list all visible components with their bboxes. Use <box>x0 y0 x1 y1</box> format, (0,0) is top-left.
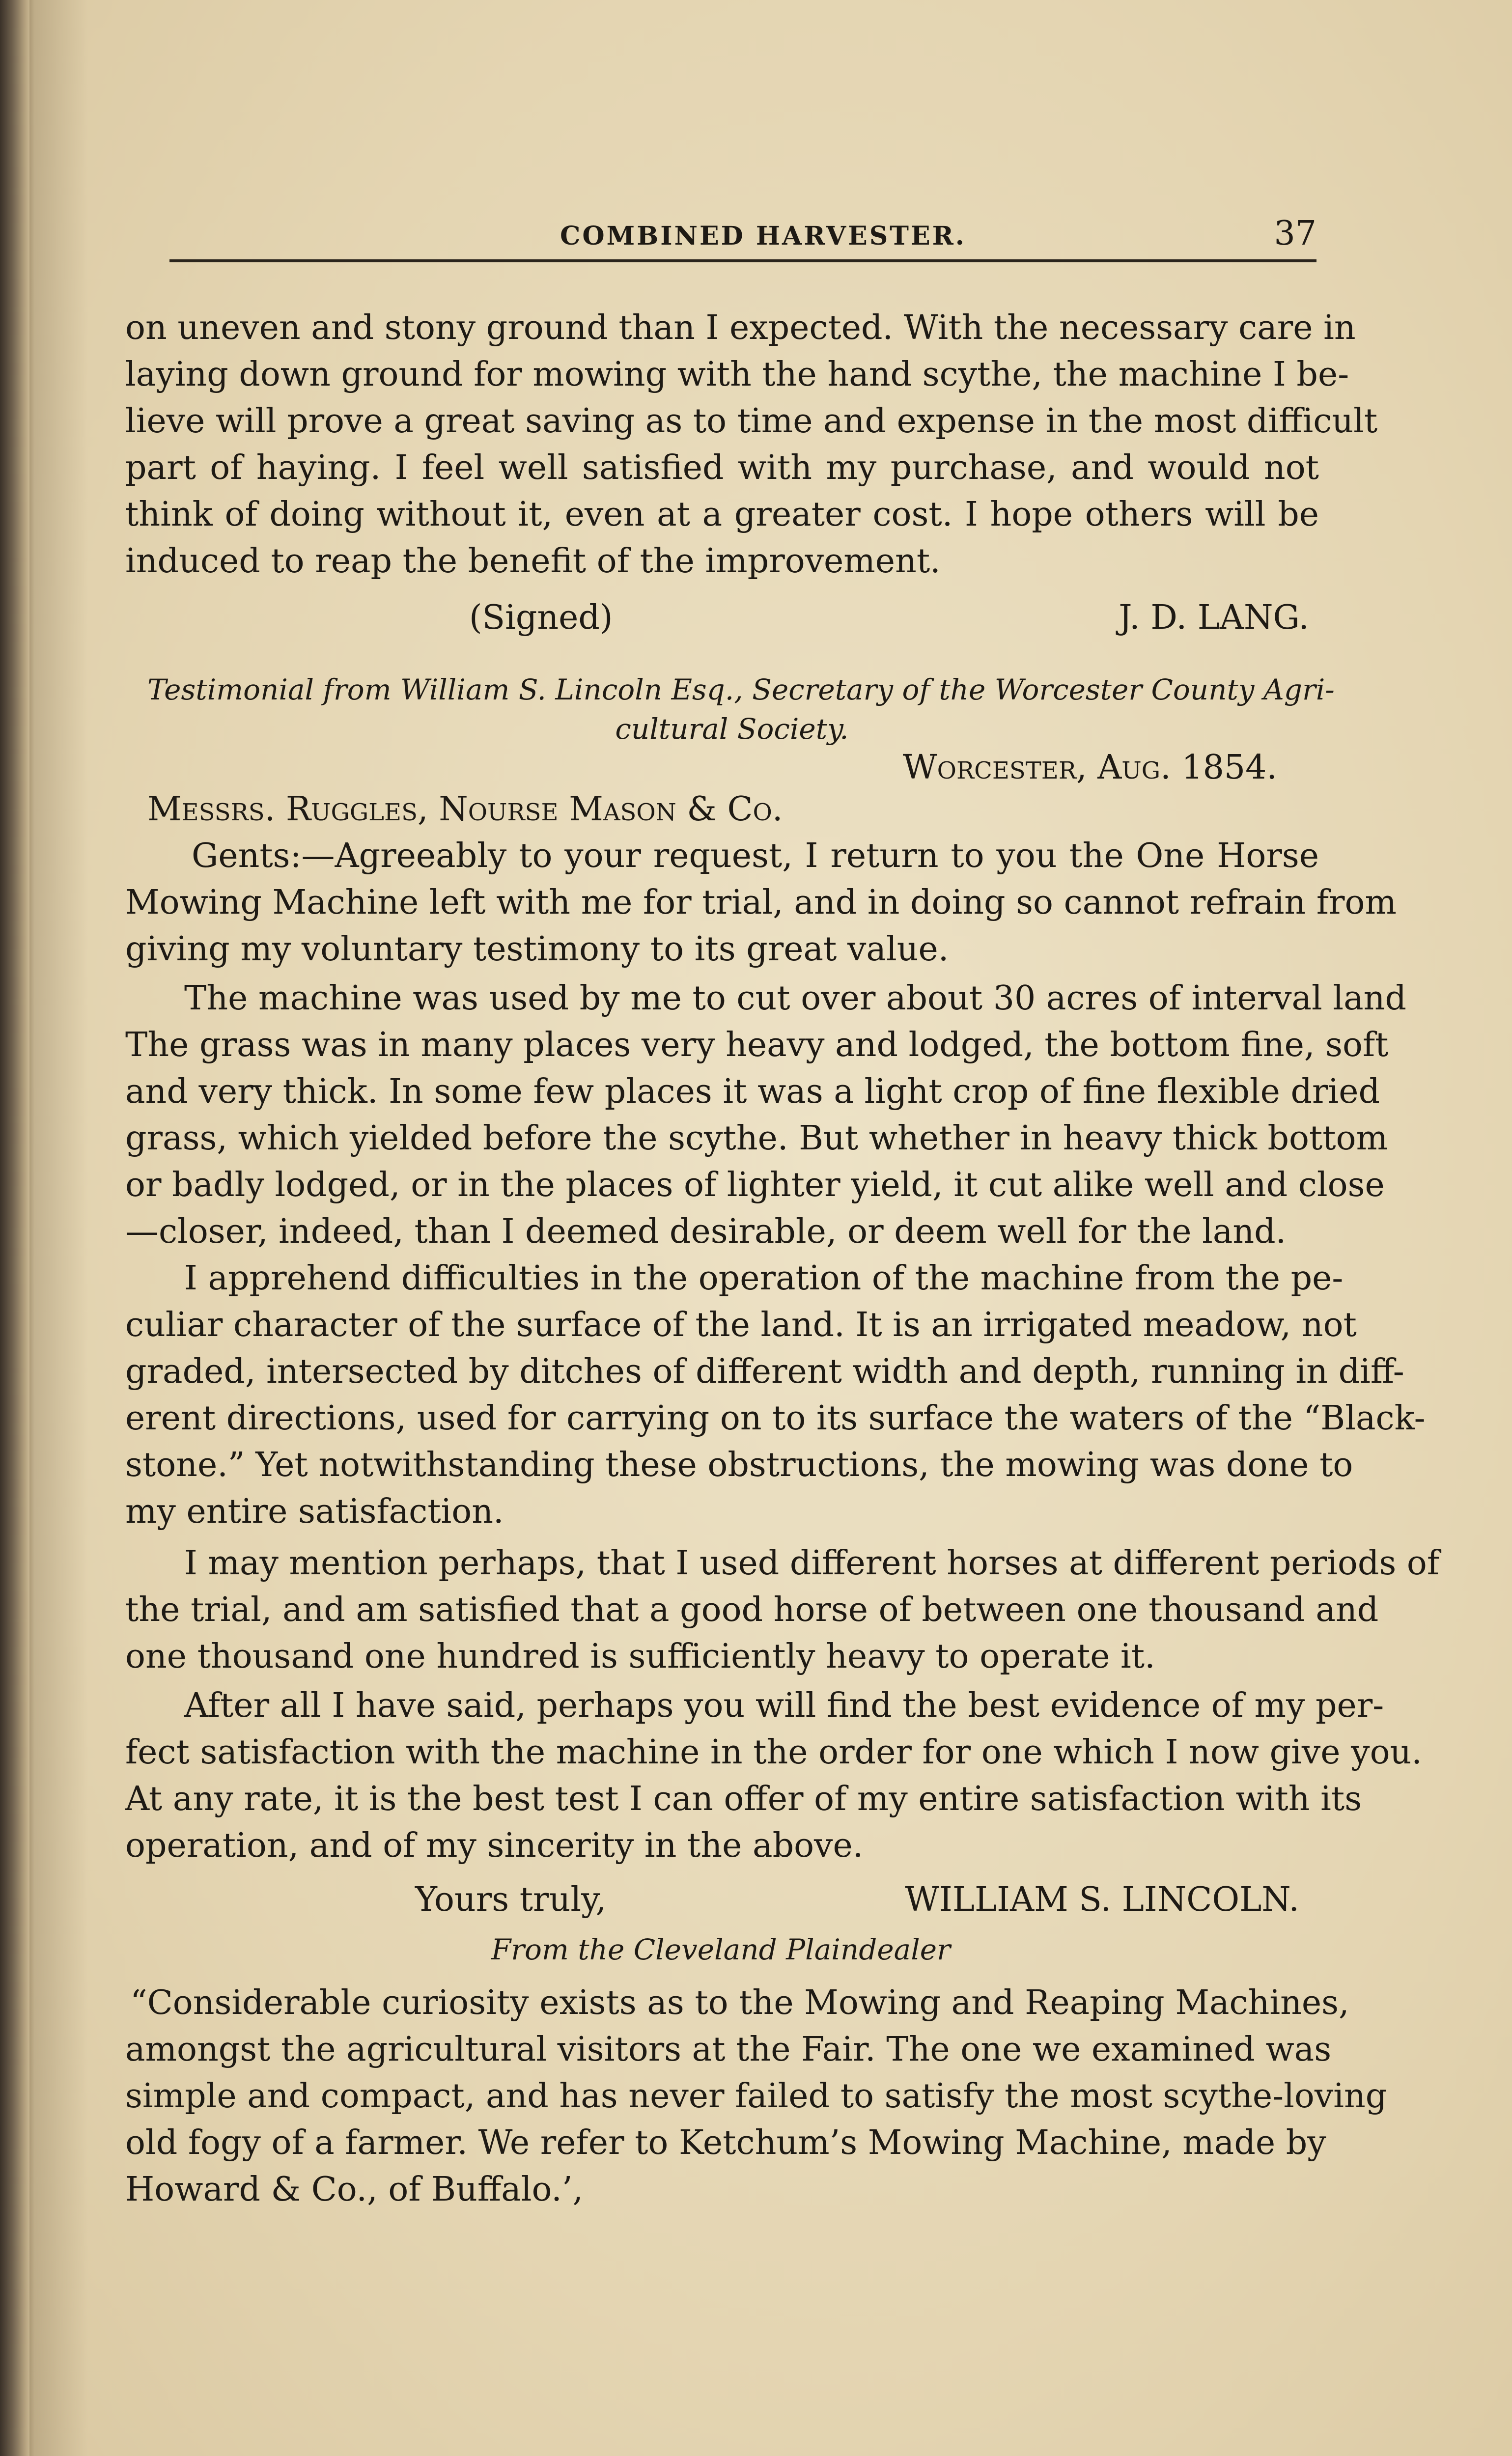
header-rule <box>169 259 1316 262</box>
text-line: After all I have said, perhaps you will find the best evidence of my per- <box>184 1686 1384 1725</box>
page-header <box>167 211 1316 265</box>
text-line: my entire satisfaction. <box>125 1492 504 1531</box>
text-line: Gents:—Agreeably to your request, I return to you the One Horse <box>192 837 1319 875</box>
text-line: one thousand one hundred is sufficiently heavy to operate it. <box>125 1637 1155 1676</box>
text-line: induced to reap the benefit of the improvement. <box>125 542 941 581</box>
text-line: think of doing without it, even at a greater cost. I hope others will be <box>125 495 1319 534</box>
testimonial-heading-line2: cultural Society. <box>615 712 849 746</box>
gutter-shadow <box>29 0 88 2456</box>
closing: Yours truly, <box>415 1880 607 1919</box>
text-line: culiar character of the surface of the land. It is an irrigated meadow, not <box>125 1306 1357 1344</box>
text-line: and very thick. In some few places it was a light crop of fine flexible dried <box>125 1072 1380 1111</box>
text-line: At any rate, it is the best test I can offer of my entire satisfaction with its <box>125 1780 1362 1818</box>
text-line: The machine was used by me to cut over about 30 acres of interval land <box>184 979 1407 1018</box>
signed-label: (Signed) <box>469 598 613 637</box>
text-line: erent directions, used for carrying on to its surface the waters of the “Black- <box>125 1399 1426 1438</box>
text-line: operation, and of my sincerity in the above. <box>125 1826 864 1865</box>
text-line: graded, intersected by ditches of different width and depth, running in diff- <box>125 1352 1404 1391</box>
text-line: or badly lodged, or in the places of lighter yield, it cut alike well and close <box>125 1166 1385 1204</box>
text-line: the trial, and am satisfied that a good horse of between one thousand and <box>125 1591 1379 1629</box>
text-line: laying down ground for mowing with the hand scythe, the machine I be- <box>125 355 1349 394</box>
text-line: The grass was in many places very heavy and lodged, the bottom fine, soft <box>125 1026 1389 1064</box>
text-line: old fogy of a farmer. We refer to Ketchum’s Mowing Machine, made by <box>125 2123 1326 2162</box>
text-line: lieve will prove a great saving as to time and expense in the most difficult <box>125 402 1378 441</box>
signer-lang: J. D. LANG. <box>1119 598 1309 637</box>
text-line: Howard & Co., of Buffalo.’, <box>125 2170 584 2209</box>
running-head: COMBINED HARVESTER. <box>560 221 966 251</box>
place-date: Worcester, Aug. 1854. <box>902 748 1277 787</box>
text-line: amongst the agricultural visitors at the Fair. The one we examined was <box>125 2030 1332 2069</box>
text-line: grass, which yielded before the scythe. But whether in heavy thick bottom <box>125 1119 1388 1158</box>
signer-lincoln: WILLIAM S. LINCOLN. <box>905 1880 1299 1919</box>
text-line: I apprehend difficulties in the operation of the machine from the pe- <box>184 1259 1344 1298</box>
text-line: fect satisfaction with the machine in the order for one which I now give you. <box>125 1733 1422 1772</box>
page-number: 37 <box>1274 214 1316 253</box>
text-line: “Considerable curiosity exists as to the Mowing and Reaping Machines, <box>130 1983 1349 2022</box>
text-line: simple and compact, and has never failed to satisfy the most scythe-loving <box>125 2077 1387 2116</box>
text-line: giving my voluntary testimony to its great value. <box>125 930 949 969</box>
text-line: stone.” Yet notwithstanding these obstructions, the mowing was done to <box>125 1446 1353 1484</box>
text-line: I may mention perhaps, that I used different horses at different periods of <box>184 1544 1440 1583</box>
addressee: Messrs. Ruggles, Nourse Mason & Co. <box>147 790 783 829</box>
text-line: on uneven and stony ground than I expected. With the necessary care in <box>125 308 1356 347</box>
text-line: —closer, indeed, than I deemed desirable, or deem well for the land. <box>125 1212 1287 1251</box>
testimonial-heading-line1: Testimonial from William S. Lincoln Esq., Secretary of the Worcester County Agri- <box>147 673 1335 706</box>
clipping-source: From the Cleveland Plaindealer <box>491 1933 951 1966</box>
text-line: part of haying. I feel well satisfied with my purchase, and would not <box>125 448 1319 487</box>
text-line: Mowing Machine left with me for trial, and in doing so cannot refrain from <box>125 883 1397 922</box>
